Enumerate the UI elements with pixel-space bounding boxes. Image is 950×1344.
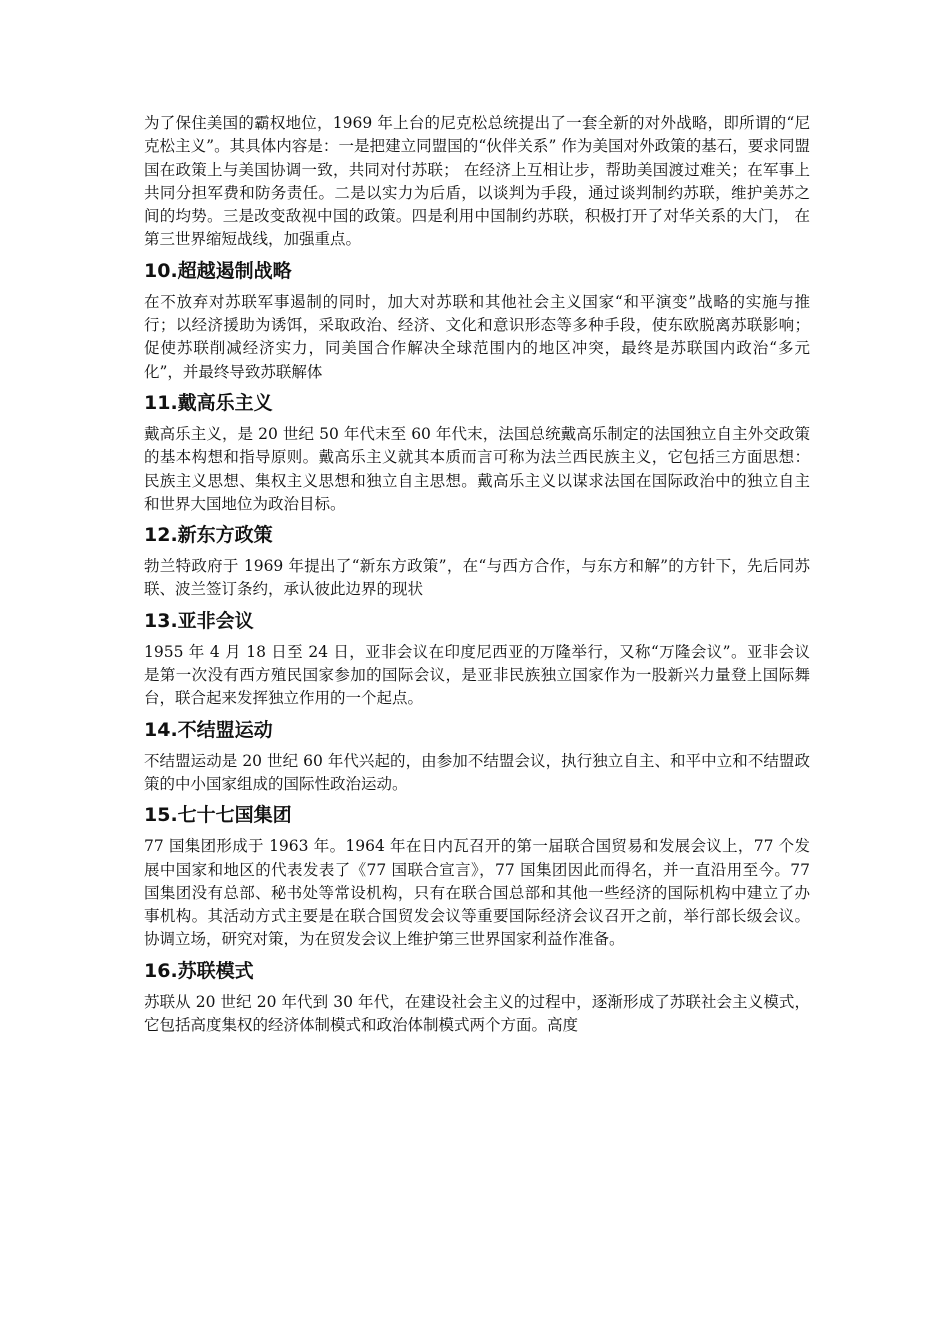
section-heading-13: 13.亚非会议 <box>144 609 254 632</box>
section-body-14: 不结盟运动是 20 世纪 60 年代兴起的，由参加不结盟会议，执行独立自主、和平中立和不结盟政策的中小国家组成的国际性政治运动。 <box>144 751 810 793</box>
section-heading-14: 14.不结盟运动 <box>144 718 273 741</box>
section-body-16: 苏联从 20 世纪 20 年代到 30 年代，在建设社会主义的过程中，逐渐形成了苏联社会主义模式，它包括高度集权的经济体制模式和政治体制模式两个方面。高度 <box>144 992 810 1035</box>
section-body-11: 戴高乐主义，是 20 世纪 50 年代末至 60 年代末，法国总统戴高乐制定的法国独立自主外交政策的基本构想和指导原则。戴高乐主义就其本质而言可称为法兰西民族主义，它包括三方面思想：民族主义思想、集权主义思想和独立自主思想。戴高乐主义以谋求法国在国际政治中的独立自主和世界大国地位为政治目标。 <box>144 424 810 513</box>
section-body-10: 在不放弃对苏联军事遏制的同时，加大对苏联和其他社会主义国家“和平演变”战略的实施与推行；以经济援助为诱饵，采取政治、经济、文化和意识形态等多种手段，使东欧脱离苏联影响；促使苏联削减经济实力，同美国合作解决全球范围内的地区冲突，最终是苏联国内政治“多元化”，并最终导致苏联解体 <box>144 292 810 381</box>
section-body-15: 77 国集团形成于 1963 年。1964 年在日内瓦召开的第一届联合国贸易和发展会议上，77 个发展中国家和地区的代表发表了《77 国联合宣言》，77 国集团因此而得名，并一直沿用至今。77 国集团没有总部、秘书处等常设机构，只有在联合国总部和其他一些经济的国际机构中建立了办事机构。其活动方式主要是在联合国贸发会议等重要国际经济会议召开之前，举行部长级会议。协调立场，研究对策，为在贸发会议上维护第三世界国家利益作准备。 <box>144 837 810 949</box>
section-heading-16: 16.苏联模式 <box>144 959 254 982</box>
section-heading-10: 10.超越遏制战略 <box>144 259 292 282</box>
document-page <box>144 112 810 1037</box>
section-body-12: 勃兰特政府于 1969 年提出了“新东方政策”，在“与西方合作，与东方和解”的方针下，先后同苏联、波兰签订条约，承认彼此边界的现状 <box>144 557 810 599</box>
section-heading-15: 15.七十七国集团 <box>144 804 292 827</box>
section-heading-12: 12.新东方政策 <box>144 524 273 547</box>
section-heading-11: 11.戴高乐主义 <box>144 391 273 414</box>
section-body-13: 1955 年 4 月 18 日至 24 日，亚非会议在印度尼西亚的万隆举行，又称“万隆会议”。亚非会议是第一次没有西方殖民国家参加的国际会议，是亚非民族独立国家作为一股新兴力量登上国际舞台，联合起来发挥独立作用的一个起点。 <box>144 642 810 708</box>
intro-paragraph: 为了保住美国的霸权地位，1969 年上台的尼克松总统提出了一套全新的对外战略，即所谓的“尼克松主义”。其具体内容是：一是把建立同盟国的“伙伴关系” 作为美国对外政策的基石，要求同盟国在政策上与美国协调一致，共同对付苏联； 在经济上互相让步，帮助美国渡过难关；在军事上共同分担军费和防务责任。二是以实力为后盾，以谈判为手段，通过谈判制约苏联，维护美苏之间的均势。三是改变敌视中国的政策。四是利用中国制约苏联，积极打开了对华关系的大门， 在第三世界缩短战线，加强重点。 <box>144 114 810 249</box>
